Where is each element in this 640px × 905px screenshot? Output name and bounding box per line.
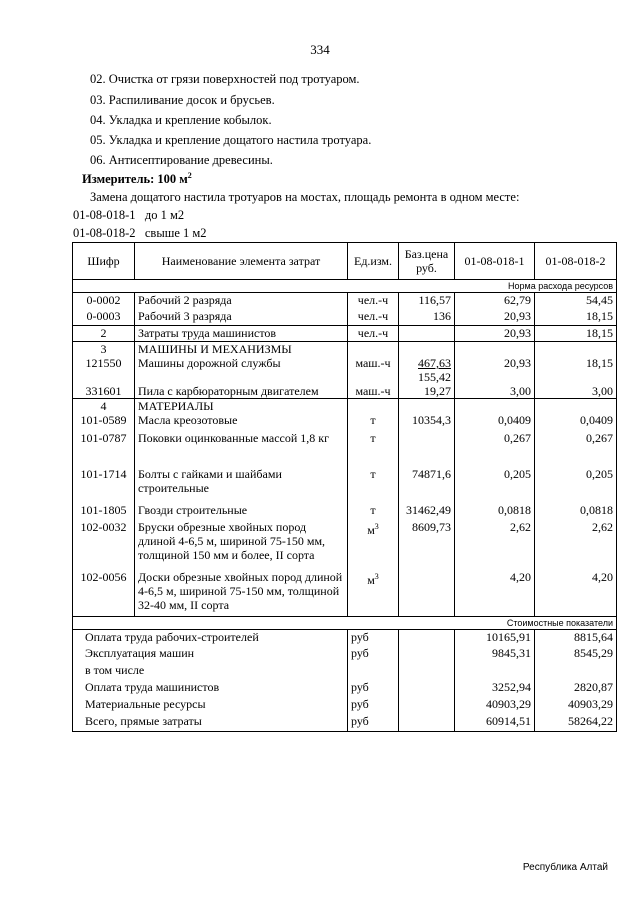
- table-row: 121550 Машины дорожной службы маш.-ч 467,63 155,42 20,93 18,15: [73, 356, 617, 384]
- total-row: Оплата труда рабочих-строителей руб 10165,91 8815,64: [73, 629, 617, 646]
- total-row: Всего, прямые затраты руб 60914,51 58264,22: [73, 714, 617, 731]
- table-row: 102-0032 Бруски обрезные хвойных пород длиной 4-6,5 м, шириной 75-150 мм, толщиной 150 мм и более, II сорта $м^3$ 8609,73 2,62 2,62: [73, 520, 617, 570]
- table-row: 331601 Пила с карбюраторным двигателем маш.-ч 19,27 3,00 3,00: [73, 384, 617, 399]
- work-step: 06. Антисептирование древесины.: [90, 153, 273, 167]
- header-col2: 01-08-018-2: [535, 243, 617, 280]
- table-row: 102-0056 Доски обрезные хвойных пород длиной 4-6,5 м, шириной 75-150 мм, толщиной 32-40 мм, II сорта $м^3$ 4,20 4,20: [73, 570, 617, 616]
- total-row: Материальные ресурсы руб 40903,29 40903,29: [73, 697, 617, 714]
- norm-label: Норма расхода ресурсов: [73, 280, 617, 293]
- cost-label: Стоимостные показатели: [73, 616, 617, 629]
- header-base-price: Баз.цена руб.: [399, 243, 455, 280]
- resource-table: [72, 242, 617, 732]
- work-step: 04. Укладка и крепление кобылок.: [90, 113, 272, 127]
- table-row: 101-0589 Масла креозотовые т 10354,3 0,0409 0,0409: [73, 413, 617, 431]
- footer-region: Республика Алтай: [522, 862, 608, 873]
- table-row: 0-0003 Рабочий 3 разряда чел.-ч 136 20,93 18,15: [73, 309, 617, 326]
- page-number: 334: [310, 42, 330, 57]
- header-unit: Ед.изм.: [348, 243, 399, 280]
- total-row: Оплата труда машинистов руб 3252,94 2820,87: [73, 680, 617, 697]
- code-line: 01-08-018-2 свыше 1 м2: [73, 226, 207, 240]
- total-row: Эксплуатация машин руб 9845,31 8545,29: [73, 646, 617, 663]
- section-header: 3 МАШИНЫ И МЕХАНИЗМЫ: [73, 342, 617, 357]
- table-row: 0-0002 Рабочий 2 разряда чел.-ч 116,57 62,79 54,45: [73, 293, 617, 309]
- work-step: 02. Очистка от грязи поверхностей под тротуаром.: [90, 72, 360, 86]
- header-name: Наименование элемента затрат: [135, 243, 348, 280]
- table-header: [73, 243, 617, 280]
- measurer-label: Измеритель: 100 $м^2$: [82, 171, 192, 187]
- work-step: 05. Укладка и крепление дощатого настила тротуара.: [90, 133, 372, 147]
- code-line: 01-08-018-1 до 1 м2: [73, 208, 185, 222]
- table-row: 101-1805 Гвозди строительные т 31462,49 0,0818 0,0818: [73, 503, 617, 520]
- total-row: в том числе: [73, 663, 617, 680]
- table-row: 2 Затраты труда машинистов чел.-ч 20,93 18,15: [73, 326, 617, 342]
- table-row: 101-0787 Поковки оцинкованные массой 1,8 кг т 0,267 0,267: [73, 431, 617, 467]
- section-header: 4 МАТЕРИАЛЫ: [73, 399, 617, 414]
- work-step: 03. Распиливание досок и брусьев.: [90, 93, 275, 107]
- header-col1: 01-08-018-1: [455, 243, 535, 280]
- description: Замена дощатого настила тротуаров на мостах, площадь ремонта в одном месте:: [90, 190, 520, 204]
- header-code: Шифр: [73, 243, 135, 280]
- table-row: 101-1714 Болты с гайками и шайбами строительные т 74871,6 0,205 0,205: [73, 467, 617, 503]
